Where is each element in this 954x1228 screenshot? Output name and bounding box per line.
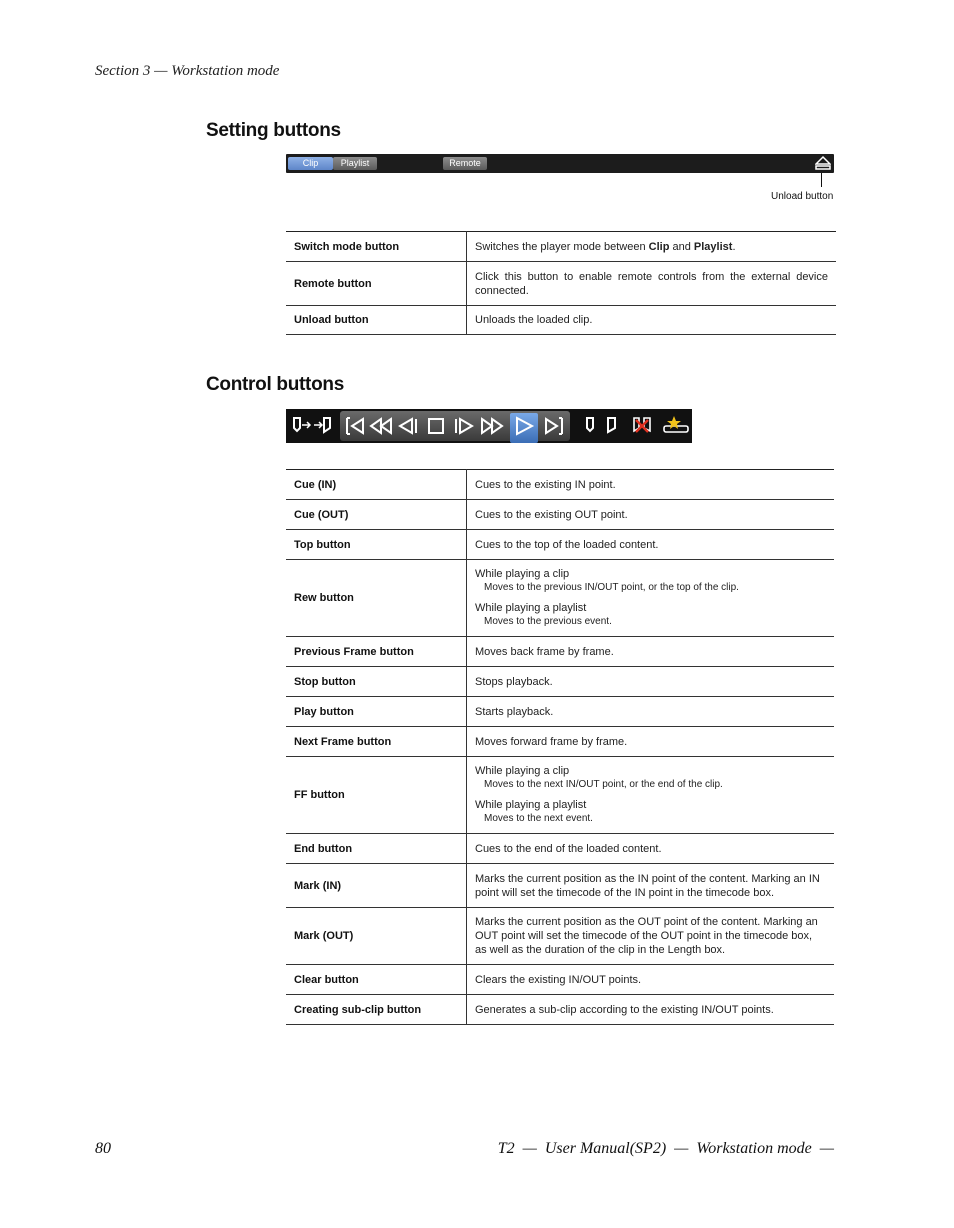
next-frame-icon[interactable]	[452, 414, 476, 438]
row-name: Cue (OUT)	[286, 500, 467, 530]
row-name: Previous Frame button	[286, 637, 467, 667]
row-name: Stop button	[286, 667, 467, 697]
running-head: Section 3 — Workstation mode	[95, 63, 280, 79]
row-name: Top button	[286, 530, 467, 560]
setting-buttons-table	[286, 231, 836, 335]
page-number: 80	[95, 1140, 111, 1157]
table-row	[286, 697, 834, 727]
table-row	[286, 500, 834, 530]
row-name: Switch mode button	[286, 232, 467, 262]
row-name: FF button	[286, 757, 467, 834]
table-row	[286, 530, 834, 560]
row-name: Creating sub-clip button	[286, 995, 467, 1025]
table-row	[286, 306, 836, 335]
row-name: Mark (IN)	[286, 864, 467, 908]
cue-in-icon[interactable]	[290, 413, 314, 437]
row-description: Moves forward frame by frame.	[467, 727, 835, 757]
table-row	[286, 757, 834, 834]
transport-group	[340, 411, 570, 441]
table-row	[286, 727, 834, 757]
table-row	[286, 995, 834, 1025]
table-row	[286, 262, 836, 306]
eject-icon[interactable]	[815, 155, 831, 172]
table-row	[286, 470, 834, 500]
row-description: While playing a clip Moves to the previous IN/OUT point, or the top of the clip. While playing a playlist Moves to the previous event.	[467, 560, 835, 637]
row-description: Marks the current position as the IN point of the content. Marking an IN point will set the timecode of the IN point in the timecode box.	[467, 864, 835, 908]
table-row	[286, 637, 834, 667]
rew-icon[interactable]	[369, 414, 393, 438]
row-description: Moves back frame by frame.	[467, 637, 835, 667]
play-icon[interactable]	[512, 414, 536, 438]
table-row	[286, 908, 834, 965]
row-name: Mark (OUT)	[286, 908, 467, 965]
control-buttons-table	[286, 469, 834, 1025]
table-row	[286, 834, 834, 864]
prev-frame-icon[interactable]	[396, 414, 420, 438]
clear-icon[interactable]	[630, 413, 654, 437]
row-description: Clears the existing IN/OUT points.	[467, 965, 835, 995]
row-name: Remote button	[286, 262, 467, 306]
row-description: Unloads the loaded clip.	[467, 306, 837, 335]
table-row	[286, 232, 836, 262]
setting-buttons-heading: Setting buttons	[206, 120, 341, 141]
row-name: Cue (IN)	[286, 470, 467, 500]
table-row	[286, 864, 834, 908]
ff-icon[interactable]	[480, 414, 504, 438]
unload-callout-label: Unload button	[771, 191, 834, 202]
control-toolbar	[286, 409, 692, 443]
sub-clip-icon[interactable]	[662, 413, 690, 437]
row-description: Cues to the existing IN point.	[467, 470, 835, 500]
table-row	[286, 667, 834, 697]
stop-icon[interactable]	[424, 414, 448, 438]
end-icon[interactable]	[542, 414, 566, 438]
row-description: Click this button to enable remote controls from the external device connected.	[467, 262, 837, 306]
mark-out-icon[interactable]	[600, 413, 624, 437]
top-icon[interactable]	[343, 414, 367, 438]
row-description: Stops playback.	[467, 667, 835, 697]
row-description: Cues to the end of the loaded content.	[467, 834, 835, 864]
table-row	[286, 560, 834, 637]
callout-line	[821, 173, 822, 187]
footer-title: T2 — User Manual(SP2) — Workstation mode —	[497, 1140, 834, 1157]
row-description: Marks the current position as the OUT point of the content. Marking an OUT point will set the timecode of the OUT point in the timecode box, as well as the duration of the clip in the Length box.	[467, 908, 835, 965]
row-name: Unload button	[286, 306, 467, 335]
row-description: Cues to the top of the loaded content.	[467, 530, 835, 560]
row-name: End button	[286, 834, 467, 864]
row-description: Generates a sub-clip according to the existing IN/OUT points.	[467, 995, 835, 1025]
row-description: While playing a clip Moves to the next IN/OUT point, or the end of the clip. While playing a playlist Moves to the next event.	[467, 757, 835, 834]
table-row	[286, 965, 834, 995]
cue-out-icon[interactable]	[312, 413, 336, 437]
clip-mode-button[interactable]: Clip	[288, 157, 333, 170]
row-name: Clear button	[286, 965, 467, 995]
row-description: Cues to the existing OUT point.	[467, 500, 835, 530]
row-description: Starts playback.	[467, 697, 835, 727]
row-description: Switches the player mode between Clip and Playlist.	[467, 232, 837, 262]
row-name: Next Frame button	[286, 727, 467, 757]
remote-button[interactable]: Remote	[443, 157, 487, 170]
row-name: Play button	[286, 697, 467, 727]
playlist-mode-button[interactable]: Playlist	[333, 157, 377, 170]
control-buttons-heading: Control buttons	[206, 374, 344, 395]
setting-toolbar	[286, 154, 834, 173]
row-name: Rew button	[286, 560, 467, 637]
